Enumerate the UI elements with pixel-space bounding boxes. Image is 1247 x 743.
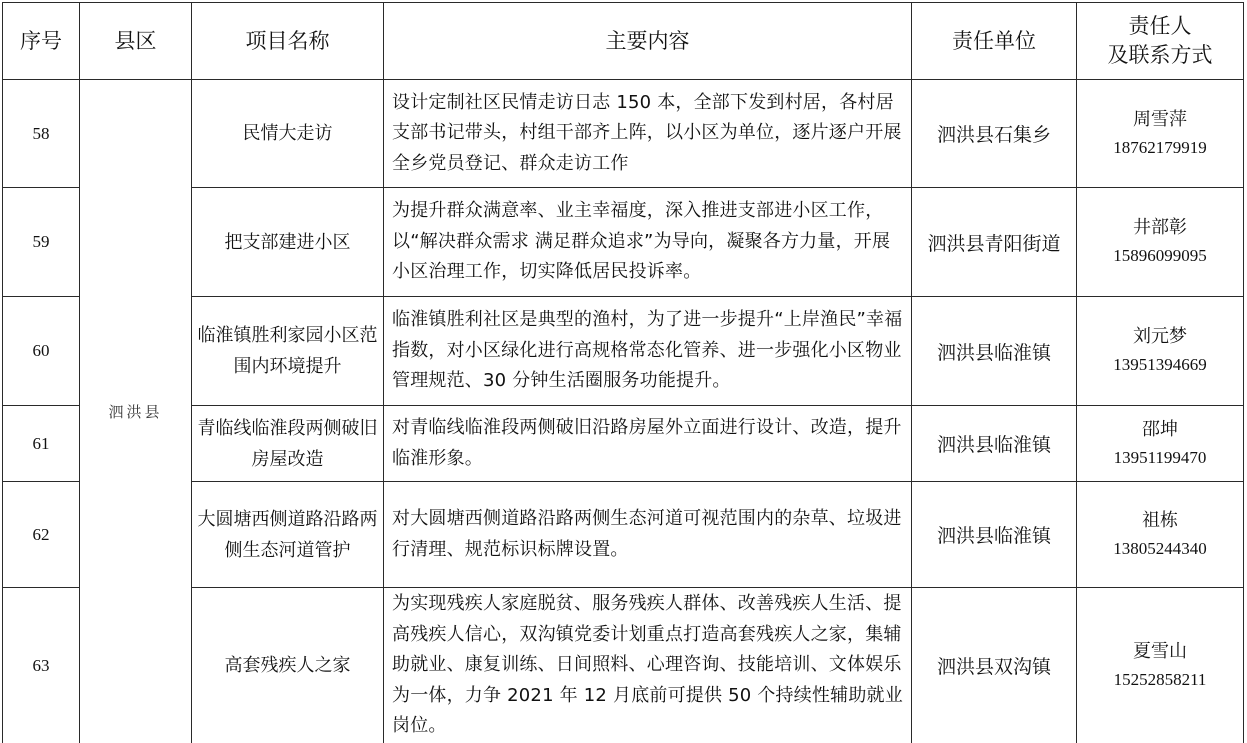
table-header-row (3, 3, 1244, 80)
row-unit: 泗洪县双沟镇 (912, 588, 1077, 743)
header-person-line2: 及联系方式 (1107, 43, 1213, 67)
row-project: 民情大走访 (192, 80, 384, 188)
person-phone: 13805244340 (1113, 538, 1207, 558)
row-person (1077, 297, 1244, 406)
row-unit: 泗洪县临淮镇 (912, 482, 1077, 588)
person-phone: 13951394669 (1113, 355, 1207, 374)
row-content: 为实现残疾人家庭脱贫、服务残疾人群体、改善残疾人生活、提高残疾人信心，双沟镇党委计划重点打造高套残疾人之家，集辅助就业、康复训练、日间照料、心理咨询、技能培训、文体娱乐为一体，力争 2021 年 12 月底前可提供 50 个持续性辅助就业岗位。 (384, 588, 912, 743)
row-unit: 泗洪县临淮镇 (912, 406, 1077, 482)
person-phone: 18762179919 (1113, 137, 1207, 157)
header-project: 项目名称 (192, 3, 384, 80)
row-project: 高套残疾人之家 (192, 588, 384, 743)
header-county: 县区 (80, 3, 192, 80)
county-cell: 泗洪县 (80, 80, 192, 743)
row-person (1077, 588, 1244, 743)
row-seq: 59 (3, 188, 80, 297)
person-name: 刘元梦 (1133, 326, 1187, 347)
row-person (1077, 482, 1244, 588)
row-content: 对青临线临淮段两侧破旧沿路房屋外立面进行设计、改造，提升临淮形象。 (384, 406, 912, 482)
header-person-line1: 责任人 (1128, 14, 1192, 38)
header-seq: 序号 (3, 3, 80, 80)
person-name: 井部彰 (1133, 217, 1187, 238)
header-person (1077, 3, 1244, 80)
person-phone: 15252858211 (1113, 669, 1207, 689)
person-name: 周雪萍 (1133, 108, 1187, 130)
row-project: 把支部建进小区 (192, 188, 384, 297)
project-table (2, 2, 1244, 743)
row-seq: 63 (3, 588, 80, 743)
row-seq: 62 (3, 482, 80, 588)
row-person (1077, 188, 1244, 297)
person-phone: 13951199470 (1113, 447, 1207, 467)
row-project: 临淮镇胜利家园小区范围内环境提升 (192, 297, 384, 406)
row-seq: 58 (3, 80, 80, 188)
row-project: 青临线临淮段两侧破旧房屋改造 (192, 406, 384, 482)
row-seq: 60 (3, 297, 80, 406)
person-name: 邵坤 (1142, 418, 1178, 440)
row-content: 设计定制社区民情走访日志 150 本，全部下发到村居，各村居支部书记带头，村组干部齐上阵，以小区为单位，逐片逐户开展全乡党员登记、群众走访工作 (384, 80, 912, 188)
person-name: 夏雪山 (1133, 640, 1187, 662)
row-content: 为提升群众满意率、业主幸福度，深入推进支部进小区工作，以“解决群众需求 满足群众追求”为导向，凝聚各方力量，开展小区治理工作，切实降低居民投诉率。 (384, 188, 912, 297)
row-seq: 61 (3, 406, 80, 482)
row-unit: 泗洪县石集乡 (912, 80, 1077, 188)
row-content: 临淮镇胜利社区是典型的渔村，为了进一步提升“上岸渔民”幸福指数，对小区绿化进行高规格常态化管养、进一步强化小区物业管理规范、30 分钟生活圈服务功能提升。 (384, 297, 912, 406)
row-content: 对大圆塘西侧道路沿路两侧生态河道可视范围内的杂草、垃圾进行清理、规范标识标牌设置。 (384, 482, 912, 588)
person-name: 祖栋 (1142, 509, 1178, 531)
header-content: 主要内容 (384, 3, 912, 80)
row-project: 大圆塘西侧道路沿路两侧生态河道管护 (192, 482, 384, 588)
row-unit: 泗洪县临淮镇 (912, 297, 1077, 406)
table-row (3, 80, 1244, 188)
row-unit: 泗洪县青阳街道 (912, 188, 1077, 297)
person-phone: 15896099095 (1113, 246, 1207, 265)
header-unit: 责任单位 (912, 3, 1077, 80)
row-person (1077, 406, 1244, 482)
row-person (1077, 80, 1244, 188)
